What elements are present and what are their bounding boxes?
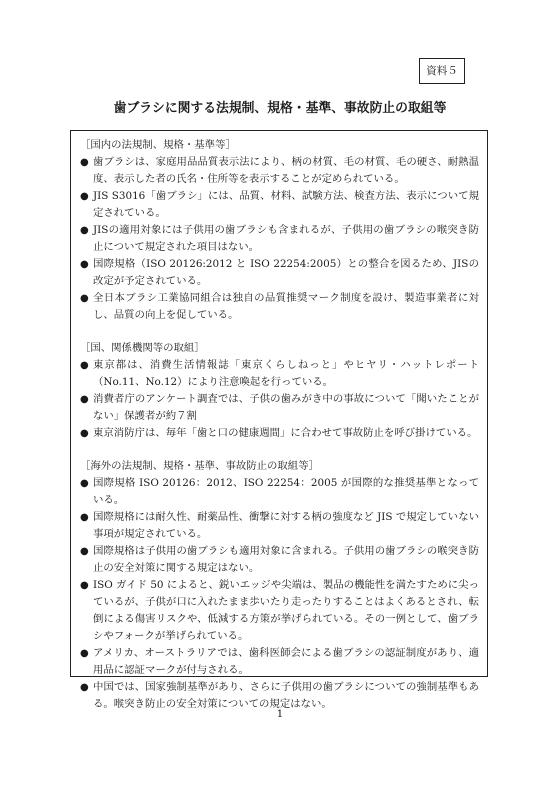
item-text: 国際規格 ISO 20126：2012、ISO 22254：2005 が国際的な推奨基準となっている。 bbox=[93, 477, 479, 506]
item-text: 東京消防庁は、毎年「歯と口の健康週間」に合わせて事故防止を呼び掛けている。 bbox=[93, 427, 478, 439]
item-text: 国際規格（ISO 20126:2012 と ISO 22254:2005）との整合を図るため、JISの改定が予定されている。 bbox=[93, 258, 479, 287]
list-item bbox=[80, 290, 479, 324]
bullet-icon: ● bbox=[80, 428, 89, 439]
item-text: JISの適用対象には子供用の歯ブラシも含まれるが、子供用の歯ブラシの喉突き防止について規定された項目はない。 bbox=[93, 224, 479, 253]
item-text: 東京都は、消費生活情報誌「東京くらしねっと」やヒヤリ・ハットレポート（No.11、No.12）により注意喚起を行っている。 bbox=[93, 359, 479, 388]
bullet-icon: ● bbox=[80, 157, 89, 168]
section-heading: ［国内の法規制、規格・基準等］ bbox=[80, 139, 236, 151]
item-text: 中国では、国家強制基準があり、さらに子供用の歯ブラシについての強制基準もある。喉突き防止の安全対策についての規定はない。 bbox=[93, 681, 479, 710]
section-government bbox=[80, 340, 479, 442]
bullet-icon: ● bbox=[80, 225, 89, 236]
bullet-icon: ● bbox=[80, 580, 89, 591]
section-heading: ［海外の法規制、規格・基準、事故防止の取組等］ bbox=[80, 460, 319, 472]
list-item bbox=[80, 475, 479, 509]
item-text: ISO ガイド 50 によると、鋭いエッジや尖端は、製品の機能性を満たすために尖っているが、子供が口に入れたまま歩いたり走ったりすることはよくあるとされ、転倒による傷害リスクや、低減する方策が挙げられている。その一例として、歯ブラシやフォークが挙げられている。 bbox=[93, 579, 479, 642]
bullet-icon: ● bbox=[80, 648, 89, 659]
section-heading: ［国、関係機関等の取組］ bbox=[80, 342, 205, 354]
item-text: 歯ブラシは、家庭用品品質表示法により、柄の材質、毛の材質、毛の硬さ、耐熱温度、表示した者の氏名・住所等を表示することが定められている。 bbox=[93, 156, 479, 185]
item-text: 国際規格は子供用の歯ブラシも適用対象に含まれる。子供用の歯ブラシの喉突き防止の安全対策に関する規定はない。 bbox=[93, 545, 479, 574]
item-text: 国際規格には耐久性、耐薬品性、衝撃に対する柄の強度など JIS で規定していない事項が規定されている。 bbox=[93, 511, 479, 540]
list-item bbox=[80, 188, 479, 222]
bullet-icon: ● bbox=[80, 546, 89, 557]
bullet-icon: ● bbox=[80, 478, 89, 489]
document-title: 歯ブラシに関する法規制、規格・基準、事故防止の取組等 bbox=[113, 101, 447, 116]
list-item bbox=[80, 509, 479, 543]
bullet-icon: ● bbox=[80, 512, 89, 523]
list-item bbox=[80, 543, 479, 577]
document-label: 資料５ bbox=[419, 58, 465, 84]
section-overseas bbox=[80, 458, 479, 713]
list-item bbox=[80, 256, 479, 290]
bullet-icon: ● bbox=[80, 682, 89, 693]
page-number: 1 bbox=[276, 708, 284, 720]
list-item bbox=[80, 645, 479, 679]
item-text: アメリカ、オーストラリアでは、歯科医師会による歯ブラシの認証制度があり、適用品に認証マークが付与される。 bbox=[93, 647, 479, 676]
list-item bbox=[80, 222, 479, 256]
list-item bbox=[80, 425, 479, 442]
item-text: 全日本ブラシ工業協同組合は独自の品質推奨マーク制度を設け、製造事業者に対し、品質の向上を促している。 bbox=[93, 292, 479, 321]
item-text: 消費者庁のアンケート調査では、子供の歯みがき中の事故について「聞いたことがない」保護者が約７割 bbox=[93, 393, 479, 422]
list-item bbox=[80, 577, 479, 645]
section-domestic bbox=[80, 137, 479, 324]
bullet-icon: ● bbox=[80, 191, 89, 202]
list-item bbox=[80, 391, 479, 425]
bullet-icon: ● bbox=[80, 293, 89, 304]
bullet-icon: ● bbox=[80, 259, 89, 270]
list-item bbox=[80, 357, 479, 391]
bullet-icon: ● bbox=[80, 394, 89, 405]
item-text: JIS S3016「歯ブラシ」には、品質、材料、試験方法、検査方法、表示について規定されている。 bbox=[93, 190, 479, 219]
bullet-icon: ● bbox=[80, 360, 89, 371]
content-frame bbox=[70, 130, 488, 710]
list-item bbox=[80, 154, 479, 188]
